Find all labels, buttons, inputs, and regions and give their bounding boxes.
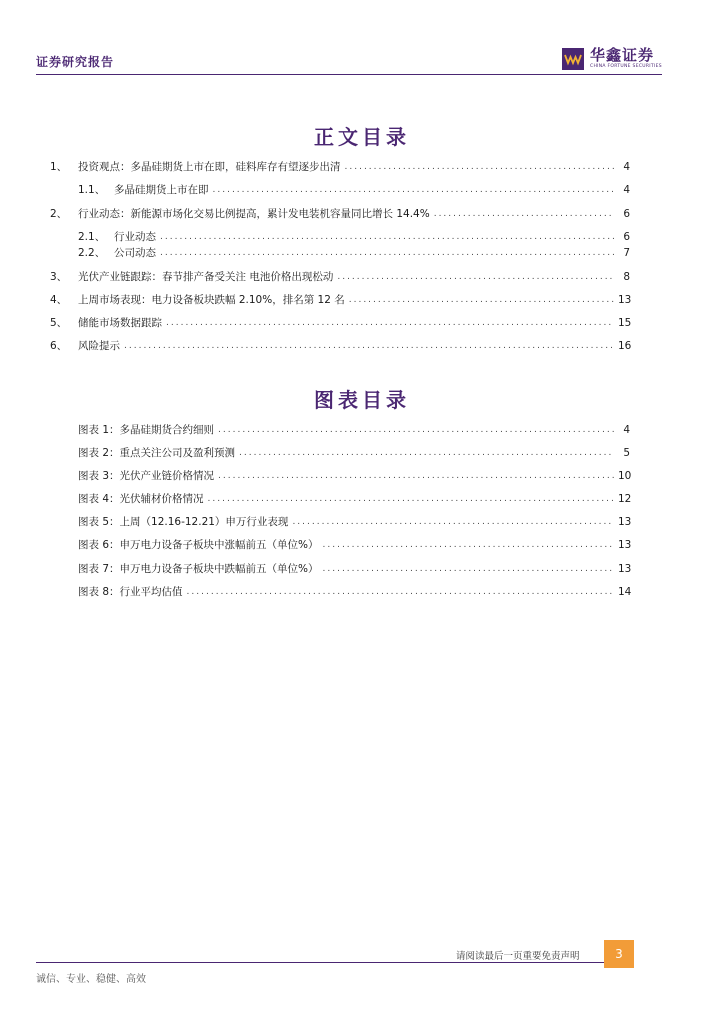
toc-entry-label: 公司动态 [114,247,156,259]
page-number-badge: 3 [604,940,634,968]
toc-entry-number: 6、 [50,340,68,352]
logo-name-en: CHINA FORTUNE SECURITIES [590,64,662,70]
figure-toc-label: 图表 6：申万电力设备子板块中涨幅前五（单位%） [78,539,319,551]
toc-entry-label: 风险提示 [78,340,120,352]
figure-toc-label: 图表 1：多晶硅期货合约细则 [78,424,215,436]
toc-entry-label: 多晶硅期货上市在即 [114,184,209,196]
toc-entry-label: 行业动态：新能源市场化交易比例提高，累计发电装机容量同比增长 14.4% [78,208,430,220]
toc-entry[interactable] [50,339,630,353]
toc-entry-page: 16 [618,340,632,352]
figure-toc-page: 13 [618,539,632,551]
toc-entry[interactable] [50,270,630,284]
company-motto: 诚信、专业、稳健、高效 [36,974,146,985]
figure-toc-entry[interactable] [78,585,630,599]
toc-leader-dots [160,230,614,244]
disclaimer-note: 请阅读最后一页重要免责声明 [456,951,580,962]
toc-entry-page: 4 [623,184,630,196]
figure-toc-label: 图表 4：光伏辅材价格情况 [78,493,204,505]
logo-name-cn: 华鑫证券 [590,46,655,65]
toc-entry-page: 4 [623,161,630,173]
toc-leader-dots [208,492,614,506]
figure-toc-page: 4 [623,424,630,436]
toc-entry-page: 7 [623,247,630,259]
toc-entry-number: 1、 [50,161,68,173]
toc-entry-number: 2.2、 [78,247,106,259]
toc-entry-label: 投资观点：多晶硅期货上市在即，硅料库存有望逐步出清 [78,161,341,173]
figure-toc-entry[interactable] [78,538,630,552]
toc-leader-dots [337,270,614,284]
figure-toc-label: 图表 8：行业平均估值 [78,586,183,598]
toc-leader-dots [124,339,614,353]
toc-entry-page: 8 [623,271,630,283]
logo-mark-icon [562,48,584,70]
toc-entry-number: 1.1、 [78,184,106,196]
company-logo [562,46,662,72]
figure-toc-entry[interactable] [78,423,630,437]
toc-entry-number: 5、 [50,317,68,329]
toc-leader-dots [434,207,614,221]
toc-leader-dots [323,538,615,552]
toc-leader-dots [218,423,614,437]
report-type-label: 证券研究报告 [36,55,115,69]
figure-toc-entry[interactable] [78,515,630,529]
toc-entry-page: 6 [623,231,630,243]
figure-toc-page: 10 [618,470,632,482]
toc-leader-dots [349,293,614,307]
toc-entry-label: 行业动态 [114,231,156,243]
toc-entry-page: 6 [623,208,630,220]
toc-entry[interactable] [50,207,630,221]
footer-divider [36,962,604,963]
toc-entry[interactable] [50,316,630,330]
figure-toc-page: 13 [618,563,632,575]
toc-entry-number: 4、 [50,294,68,306]
toc-entry[interactable] [78,183,630,197]
toc-leader-dots [345,160,615,174]
toc-leader-dots [166,316,614,330]
toc-leader-dots [213,183,615,197]
toc-entry-page: 13 [618,294,632,306]
toc-leader-dots [218,469,614,483]
figure-toc-page: 14 [618,586,632,598]
toc-entry[interactable] [50,293,630,307]
figure-toc-entry[interactable] [78,446,630,460]
figure-toc-label: 图表 5：上周（12.16-12.21）申万行业表现 [78,516,289,528]
figure-toc-label: 图表 7：申万电力设备子板块中跌幅前五（单位%） [78,563,319,575]
figure-toc-page: 13 [618,516,632,528]
figure-toc-label: 图表 2：重点关注公司及盈利预测 [78,447,236,459]
toc-entry-number: 3、 [50,271,68,283]
toc-entry-label: 上周市场表现：电力设备板块跌幅 2.10%，排名第 12 名 [78,294,345,306]
figure-toc-entry[interactable] [78,562,630,576]
figure-toc-page: 12 [618,493,632,505]
toc-leader-dots [160,246,614,260]
toc-entry-label: 储能市场数据跟踪 [78,317,162,329]
toc-leader-dots [239,446,614,460]
figure-toc-entry[interactable] [78,492,630,506]
toc-leader-dots [323,562,615,576]
toc-entry[interactable] [78,246,630,260]
toc-leader-dots [187,585,614,599]
figure-toc-label: 图表 3：光伏产业链价格情况 [78,470,215,482]
toc-entry[interactable] [78,230,630,244]
main-toc-title: 正文目录 [314,125,410,149]
figure-toc-entry[interactable] [78,469,630,483]
toc-entry-number: 2.1、 [78,231,106,243]
toc-entry-page: 15 [618,317,632,329]
toc-entry-label: 光伏产业链跟踪：春节排产备受关注 电池价格出现松动 [78,271,334,283]
toc-entry-number: 2、 [50,208,68,220]
toc-entry[interactable] [50,160,630,174]
figure-toc-page: 5 [623,447,630,459]
header-divider [36,74,662,75]
toc-leader-dots [292,515,614,529]
figure-toc-title: 图表目录 [314,388,410,412]
